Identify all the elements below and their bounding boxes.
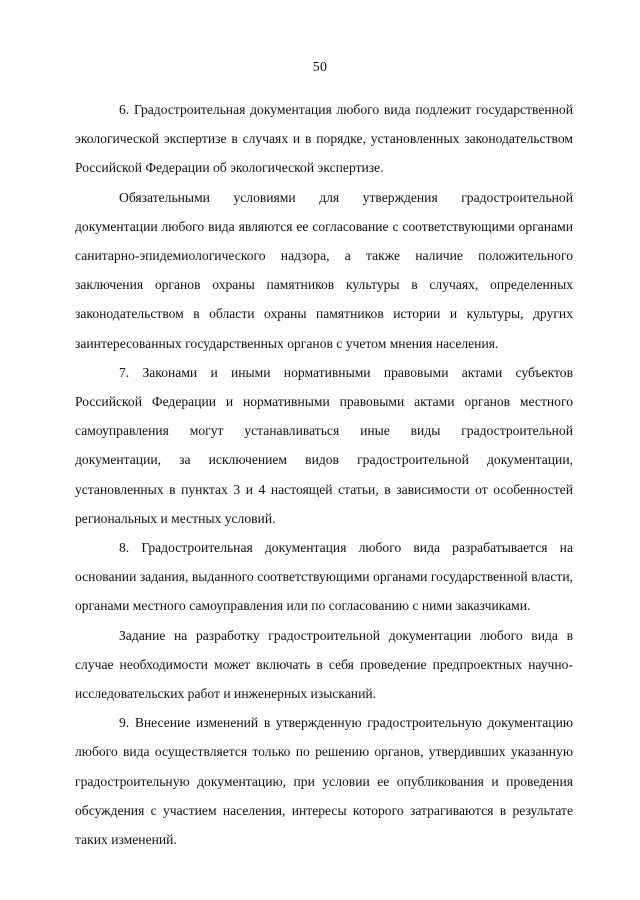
document-body [75,95,573,854]
paragraph-assignment: Задание на разработку градостроительной документации любого вида в случае необходимости может включать в себя проведение предпроектных научно-исследовательских работ и инженерных изысканий. [75,627,573,702]
paragraph-approval-conditions: Обязательными условиями для утверждения градостроительной документации любого вида являются ее согласование с соответствующими органами санитарно-эпидемиологического надзора, а также наличие положительного заключения органов охраны памятников культуры в случаях, определенных законодательством в области охраны памятников истории и культуры, других заинтересованных государственных органов с учетом мнения населения. [75,189,573,351]
paragraph-7: 7. Законами и иными нормативными правовыми актами субъектов Российской Федерации и нормативными правовыми актами органов местного самоуправления могут устанавливаться иные виды градостроительной документации, за исключением видов градостроительной документации, установленных в пунктах 3 и 4 настоящей статьи, в зависимости от особенностей региональных и местных условий. [75,364,573,526]
paragraph-8: 8. Градостроительная документация любого вида разрабатывается на основании задания, выданного соответствующими органами государственной власти, органами местного самоуправления или по согласованию с ними заказчиками. [75,540,573,614]
paragraph-6: 6. Градостроительная документация любого вида подлежит государственной экологической экспертизе в случаях и в порядке, установленных законодательством Российской Федерации об экологической экспертизе. [75,102,573,176]
paragraph-9: 9. Внесение изменений в утвержденную градостроительную документацию любого вида осуществляется только по решению органов, утвердивших указанную градостроительную документацию, при условии ее опубликования и проведения обсуждения с участием населения, интересы которого затрагиваются в результате таких изменений. [75,715,573,848]
page-number: 50 [312,60,328,75]
